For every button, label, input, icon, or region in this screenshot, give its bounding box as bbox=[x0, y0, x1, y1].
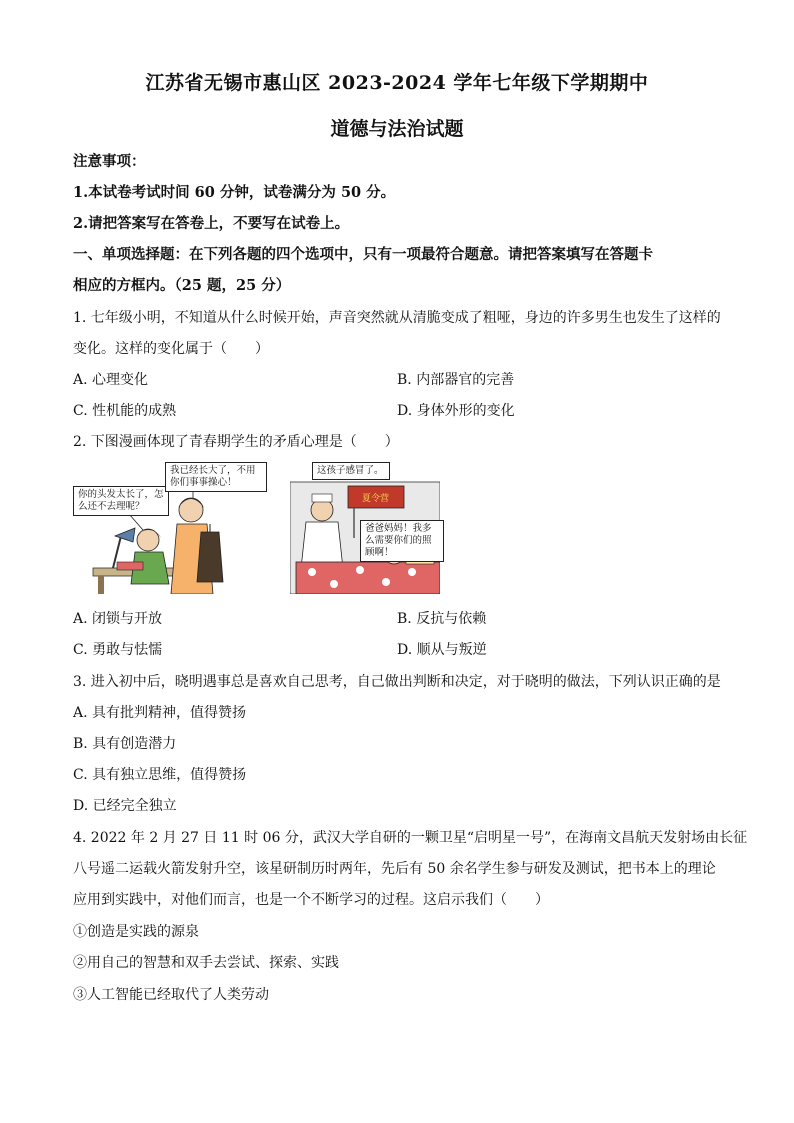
q3-option-a: A. 具有批判精神，值得赞扬 bbox=[73, 705, 247, 721]
q1-option-b: B. 内部器官的完善 bbox=[397, 372, 515, 388]
notes-item-2: 2.请把答案写在答卷上，不要写在试卷上。 bbox=[73, 215, 350, 232]
q1-option-a: A. 心理变化 bbox=[73, 372, 149, 388]
comic-left-bubble-parent: 你的头发太长了，怎么还不去理呢？ bbox=[73, 486, 169, 516]
comic-left-bubble-child: 我已经长大了，不用你们事事操心！ bbox=[165, 462, 267, 492]
q3-option-b: B. 具有创造潜力 bbox=[73, 736, 177, 752]
comic-right-sign: 夏令营 bbox=[362, 494, 390, 504]
exam-subject-title: 道德与法治试题 bbox=[330, 118, 464, 140]
section-instruction-line2: 相应的方框内。（25 题，25 分） bbox=[73, 277, 291, 294]
q1-option-c: C. 性机能的成熟 bbox=[73, 403, 177, 419]
q2-option-d: D. 顺从与叛逆 bbox=[397, 642, 487, 658]
comic-right-panel bbox=[290, 458, 440, 594]
comic-left-panel bbox=[73, 458, 273, 594]
notes-heading: 注意事项： bbox=[73, 153, 146, 170]
comic-right-bubble-doctor: 这孩子感冒了。 bbox=[312, 462, 390, 480]
q1-stem-line2: 变化。这样的变化属于（ ） bbox=[73, 341, 269, 357]
q2-option-a: A. 闭锁与开放 bbox=[73, 611, 163, 627]
q2-stem: 2. 下图漫画体现了青春期学生的矛盾心理是（ ） bbox=[73, 434, 399, 450]
exam-title: 江苏省无锡市惠山区 2023-2024 学年七年级下学期期中 bbox=[145, 72, 649, 94]
q3-stem: 3. 进入初中后，晓明遇事总是喜欢自己思考，自己做出判断和决定，对于晓明的做法，下列认识正确的是 bbox=[73, 674, 721, 690]
q4-stem-line3: 应用到实践中，对他们而言，也是一个不断学习的过程。这启示我们（ ） bbox=[73, 892, 549, 908]
q4-statement-2: ②用自己的智慧和双手去尝试、探索、实践 bbox=[73, 955, 339, 971]
q1-option-d: D. 身体外形的变化 bbox=[397, 403, 515, 419]
notes-item-1: 1.本试卷考试时间 60 分钟，试卷满分为 50 分。 bbox=[73, 184, 396, 201]
q4-statement-3: ③人工智能已经取代了人类劳动 bbox=[73, 987, 269, 1003]
q4-stem-line1: 4. 2022 年 2 月 27 日 11 时 06 分，武汉大学自研的一颗卫星“启明星一号”，在海南文昌航天发射场由长征 bbox=[73, 830, 748, 846]
comic-right-bubble-child: 爸爸妈妈！我多么需要你们的照顾啊！ bbox=[360, 520, 444, 562]
section-instruction-line1: 一、单项选择题：在下列各题的四个选项中，只有一项最符合题意。请把答案填写在答题卡 bbox=[73, 246, 653, 263]
q3-option-d: D. 已经完全独立 bbox=[73, 798, 177, 814]
q2-option-b: B. 反抗与依赖 bbox=[397, 611, 487, 627]
q4-statement-1: ①创造是实践的源泉 bbox=[73, 924, 199, 940]
q4-stem-line2: 八号遥二运载火箭发射升空，该星研制历时两年，先后有 50 余名学生参与研发及测试，把书本上的理论 bbox=[73, 861, 716, 877]
q1-stem-line1: 1. 七年级小明，不知道从什么时候开始，声音突然就从清脆变成了粗哑，身边的许多男生也发生了这样的 bbox=[73, 310, 721, 326]
q2-option-c: C. 勇敢与怯懦 bbox=[73, 642, 163, 658]
q3-option-c: C. 具有独立思维，值得赞扬 bbox=[73, 767, 247, 783]
